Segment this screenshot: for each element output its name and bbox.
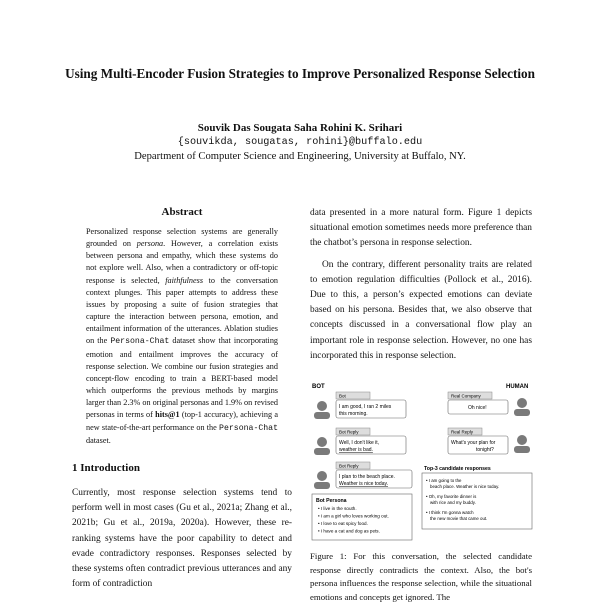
bot-tag-3-text: Bot Reply: [339, 463, 359, 469]
bot-utterance-1b: this morning.: [339, 411, 368, 417]
human-tag-2-text: Real Reply: [451, 429, 474, 435]
abstract-emphasis-persona: persona: [136, 239, 164, 249]
candidate-item: • I am going to the beach place. Weather is nice today.: [426, 478, 500, 489]
bot-tag-2-text: Bot Reply: [339, 429, 359, 435]
right-paragraph-2: On the contrary, different personality traits are related to emotion regulation difficulties (Pollock et al., 2016). Due to this, a person’s expected emotions can deviate based on his persona. Besides that, we also observe that concepts discussed in a conversational flow play an important role in response selection. However, no one has incorporated this in response selection.: [310, 259, 532, 361]
bot-utterance-2b: weather is bad.: [339, 447, 373, 453]
author-emails: {souvikda, sougatas, rohini}@buffalo.edu: [177, 137, 423, 148]
paper-authors: Souvik Das Sougata Saha Rohini K. Srihari: [197, 122, 403, 134]
abstract-heading: Abstract: [161, 206, 203, 218]
abstract-emphasis-faithfulness: faithfulness: [165, 275, 204, 285]
bot-label: BOT: [312, 384, 325, 390]
candidate-item: • Oh, my favorite dinner is with rice and my buddy.: [426, 494, 477, 505]
dataset-name-2: Persona-Chat: [219, 423, 279, 433]
persona-item: • I have a cat and dog as pets.: [318, 528, 380, 534]
bot-tag-1-text: Bot: [339, 393, 346, 399]
dataset-name: Persona-Chat: [110, 337, 170, 347]
human-utterance-2b: tonight?: [476, 447, 494, 453]
human-avatar-icon-2: [514, 435, 530, 453]
figure-1-conversation: [308, 378, 536, 542]
metric-name: hits@1: [155, 410, 180, 420]
right-column-text: [310, 206, 532, 364]
bot-avatar-icon: [314, 401, 330, 419]
author-affiliation: Department of Computer Science and Engineering, University at Buffalo, NY.: [134, 151, 466, 162]
bot-utterance-2a: Well, I don't like it,: [339, 440, 380, 446]
bot-avatar-icon-2: [314, 437, 330, 455]
introduction-heading: 1 Introduction: [72, 462, 140, 474]
human-utterance-1: Oh nice!: [468, 405, 487, 411]
persona-item: • I live in the south.: [318, 506, 357, 511]
human-avatar-icon: [514, 398, 530, 416]
persona-item: • I love to eat spicy food.: [318, 521, 368, 526]
bot-utterance-3a: I plan to the beach place.: [339, 474, 395, 480]
candidates-title: Top-3 candidate responses: [424, 466, 491, 472]
human-label: HUMAN: [506, 384, 529, 390]
bot-persona-title: Bot Persona: [316, 498, 347, 504]
human-utterance-2a: What's your plan for: [451, 440, 496, 446]
bot-avatar-icon-3: [314, 471, 330, 489]
bot-utterance-1a: I am good, I ran 2 miles: [339, 404, 392, 410]
persona-item: • I am a girl who loves working out.: [318, 513, 389, 519]
right-paragraph-1: data presented in a more natural form. Figure 1 depicts situational emotion sometimes needs more preference than the chatbot’s persona in response selection.: [310, 208, 532, 249]
paper-title: Using Multi-Encoder Fusion Strategies to Improve Personalized Response Selection: [65, 66, 535, 81]
introduction-text: Currently, most response selection systems tend to perform well in most cases (Gu et al., 2021a; Zhang et al., 2021b; Gu et al., 2019a, 2020a). However, these re-ranking systems have the poor capability to detect and evade contradictory responses. Responses selected by these systems often contradict previous utterances and any form of contradiction: [72, 488, 292, 590]
human-tag-1-text: Real Company: [451, 393, 481, 399]
candidate-item: • I think I'm gonna watch the new movie that came out.: [426, 510, 488, 521]
abstract-text: Personalized response selection systems are generally grounded on persona. However, a correlation exists between persona and empathy, which these systems do not explore well. Also, when a contradictory or off-topic response is selected, faithfulness to the conversation context plunges. This paper attempts to address these issues by proposing a suite of fusion strategies that capture the interaction between persona, emotion, and entailment information of the utterances. Ablation studies on the Persona-Chat dataset show that incorporating emotion and entailment improves the accuracy of response selection. We combine our fusion strategies and concept-flow encoding to train a BERT-based model which outperforms the previous methods by margins larger than 2.3% on original personas and 1.9% on revised personas in terms of hits@1 (top-1 accuracy), achieving a new state-of-the-art performance on the Persona-Chat dataset.: [86, 227, 279, 445]
bot-utterance-3b: Weather is nice today.: [339, 481, 389, 487]
figure-caption: Figure 1: For this conversation, the selected candidate response directly contradicts the context. Also, the bot's persona influences the response selection, while the situational emotions and concepts get ignored. The: [310, 551, 532, 602]
